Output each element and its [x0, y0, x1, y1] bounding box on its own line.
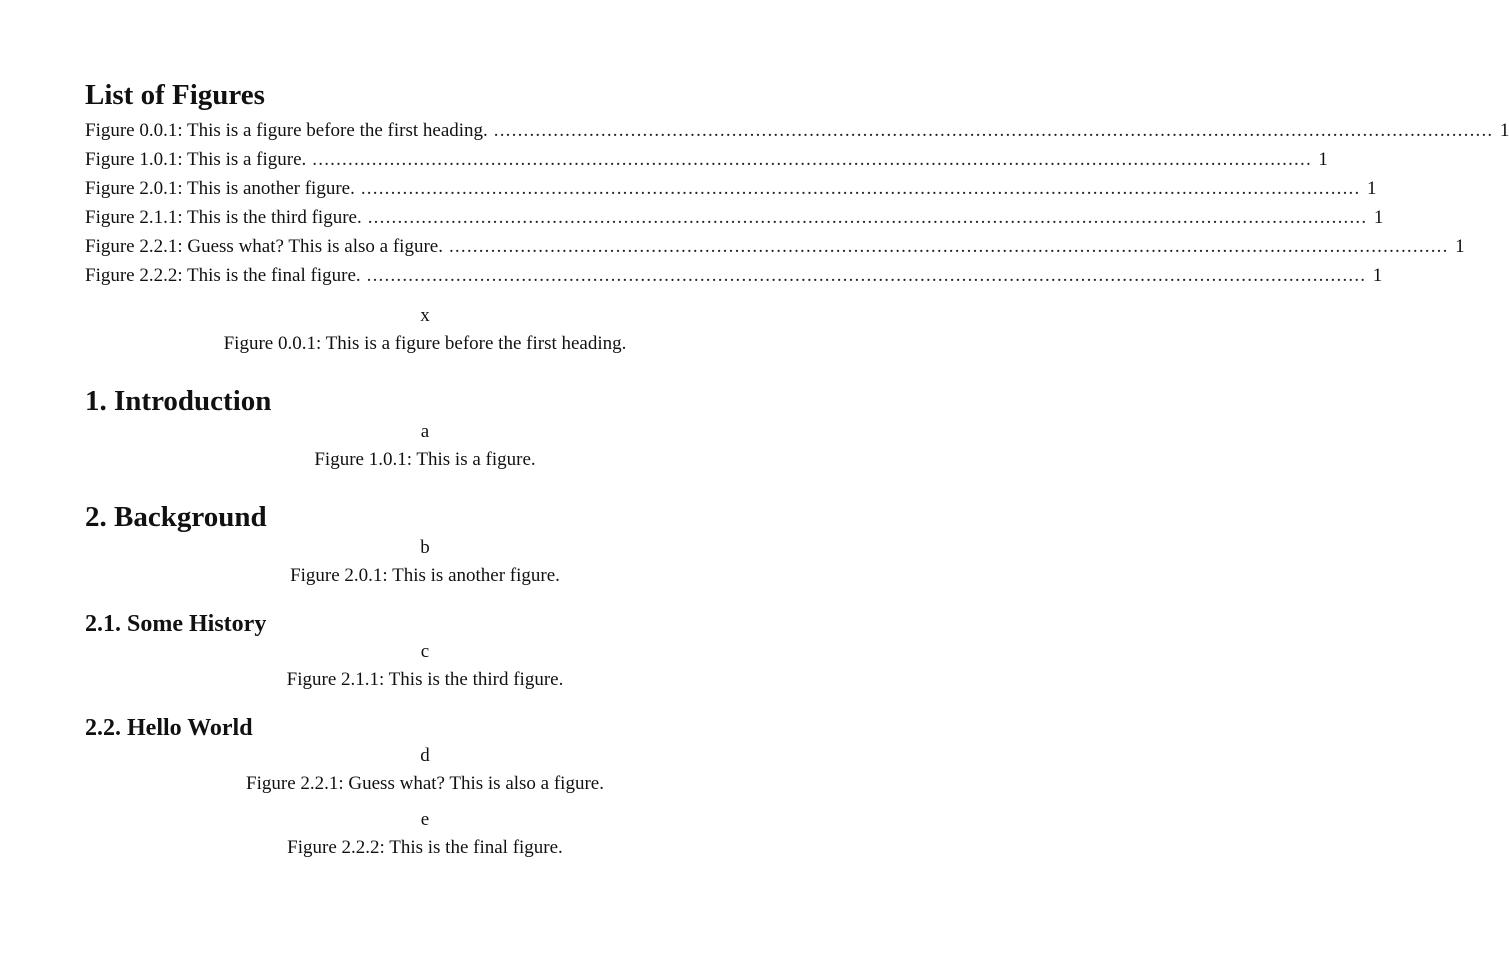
heading-background: 2. Background	[85, 501, 267, 533]
outline-entry-page: 1	[1318, 149, 1328, 170]
list-of-figures	[85, 116, 1509, 290]
heading-introduction: 1. Introduction	[85, 385, 272, 417]
figure-2-0-1	[85, 536, 765, 592]
figure-body: x	[420, 305, 430, 326]
outline-entry[interactable]	[85, 174, 1377, 203]
figure-2-2-1	[85, 744, 765, 800]
figure-2-2-2	[85, 808, 765, 864]
list-of-figures-title: List of Figures	[85, 79, 265, 111]
outline-entry-leader: ........................................................................................................................................................................	[448, 236, 1449, 257]
outline-entry-page: 1	[1372, 265, 1383, 286]
outline-entry-label: Figure 2.2.1: Guess what? This is also a figure.	[85, 236, 443, 257]
heading-some-history: 2.1. Some History	[85, 611, 267, 637]
figure-1-0-1	[85, 420, 765, 476]
outline-entry-page: 1	[1366, 178, 1377, 199]
figure-caption: Figure 2.1.1: This is the third figure.	[286, 669, 564, 690]
outline-entry[interactable]	[85, 232, 1465, 261]
outline-entry-leader: ........................................................................................................................................................................	[360, 178, 1361, 199]
figure-caption: Figure 2.2.1: Guess what? This is also a figure.	[246, 773, 604, 794]
figure-caption: Figure 2.2.2: This is the final figure.	[287, 837, 563, 858]
outline-entry[interactable]	[85, 145, 1328, 174]
document-page	[85, 76, 1509, 864]
figure-2-1-1	[85, 640, 765, 696]
figure-body: c	[420, 641, 430, 662]
outline-entry-label: Figure 0.0.1: This is a figure before the first heading.	[85, 120, 488, 141]
outline-entry-leader: ........................................................................................................................................................................	[367, 207, 1368, 228]
outline-entry-label: Figure 2.0.1: This is another figure.	[85, 178, 355, 199]
outline-entry[interactable]	[85, 261, 1383, 290]
outline-entry-label: Figure 2.1.1: This is the third figure.	[85, 207, 362, 228]
outline-entry[interactable]	[85, 203, 1384, 232]
outline-entry-label: Figure 1.0.1: This is a figure.	[85, 149, 307, 170]
outline-entry-label: Figure 2.2.2: This is the final figure.	[85, 265, 361, 286]
outline-entry[interactable]	[85, 116, 1509, 145]
outline-entry-leader: ........................................................................................................................................................................	[312, 149, 1312, 170]
figure-body: d	[420, 745, 430, 766]
outline-entry-page: 1	[1373, 207, 1384, 228]
figure-body: a	[420, 421, 430, 442]
figure-0-0-1	[85, 304, 765, 360]
figure-body: e	[420, 809, 430, 830]
figure-caption: Figure 2.0.1: This is another figure.	[290, 565, 560, 586]
figure-caption: Figure 0.0.1: This is a figure before the first heading.	[223, 333, 627, 354]
outline-entry-leader: ........................................................................................................................................................................	[366, 265, 1367, 286]
figure-caption: Figure 1.0.1: This is a figure.	[314, 449, 536, 470]
heading-hello-world: 2.2. Hello World	[85, 715, 253, 741]
figure-body: b	[420, 537, 430, 558]
outline-entry-page: 1	[1499, 120, 1509, 141]
outline-entry-leader: ........................................................................................................................................................................	[493, 120, 1494, 141]
outline-entry-page: 1	[1455, 236, 1465, 257]
